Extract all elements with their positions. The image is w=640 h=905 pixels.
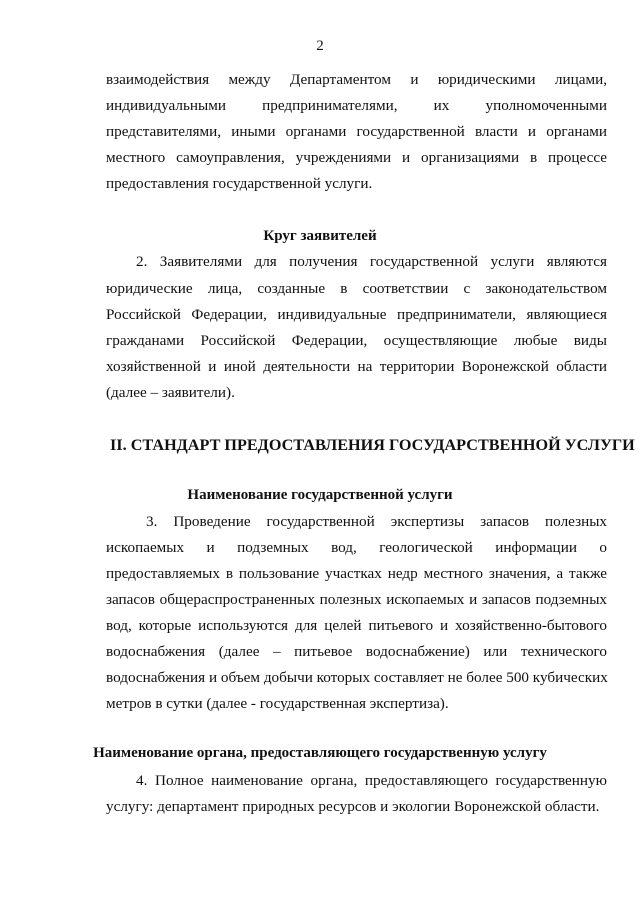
heading-service-name: Наименование государственной услуги <box>187 487 453 503</box>
paragraph-line: представителями, иными органами государственной власти и органами <box>106 123 607 140</box>
paragraph-line: (далее – заявители). <box>106 384 235 401</box>
paragraph-line: взаимодействия между Департаментом и юридическими лицами, <box>106 71 607 88</box>
paragraph-line: юридические лица, созданные в соответствии с законодательством <box>106 280 607 297</box>
paragraph-line: вод, которые используются для целей питьевого и хозяйственно-бытового <box>106 617 607 634</box>
paragraph-line: 4. Полное наименование органа, предоставляющего государственную <box>136 772 607 789</box>
paragraph-line: местного самоуправления, учреждениями и организациями в процессе <box>106 149 607 166</box>
paragraph-line: водоснабжения и объем добычи которых составляет не более 500 кубических <box>106 669 608 686</box>
section-title: II. СТАНДАРТ ПРЕДОСТАВЛЕНИЯ ГОСУДАРСТВЕННОЙ УСЛУГИ <box>110 436 635 454</box>
heading-applicants: Круг заявителей <box>263 228 377 244</box>
paragraph-line: запасов общераспространенных полезных ископаемых и запасов подземных <box>106 591 607 608</box>
paragraph-line: 2. Заявителями для получения государственной услуги являются <box>136 253 607 270</box>
paragraph-line: ископаемых и подземных вод, геологической информации о <box>106 539 607 556</box>
page-number: 2 <box>316 38 324 54</box>
paragraph-line: индивидуальными предпринимателями, их уполномоченными <box>106 97 607 114</box>
paragraph-line: водоснабжения (далее – питьевое водоснабжение) или технического <box>106 643 607 660</box>
paragraph-line: предоставляемых в пользование участках недр местного значения, а также <box>106 565 607 582</box>
paragraph-line: Российской Федерации, индивидуальные предприниматели, являющиеся <box>106 306 607 323</box>
heading-authority: Наименование органа, предоставляющего государственную услугу <box>93 745 547 761</box>
paragraph-line: хозяйственной и иной деятельности на территории Воронежской области <box>106 358 607 375</box>
paragraph-line: услугу: департамент природных ресурсов и экологии Воронежской области. <box>106 798 600 815</box>
paragraph-line: метров в сутки (далее - государственная экспертиза). <box>106 695 449 712</box>
paragraph-line: 3. Проведение государственной экспертизы запасов полезных <box>146 513 607 530</box>
paragraph-line: предоставления государственной услуги. <box>106 175 373 192</box>
paragraph-line: гражданами Российской Федерации, осуществляющие любые виды <box>106 332 607 349</box>
